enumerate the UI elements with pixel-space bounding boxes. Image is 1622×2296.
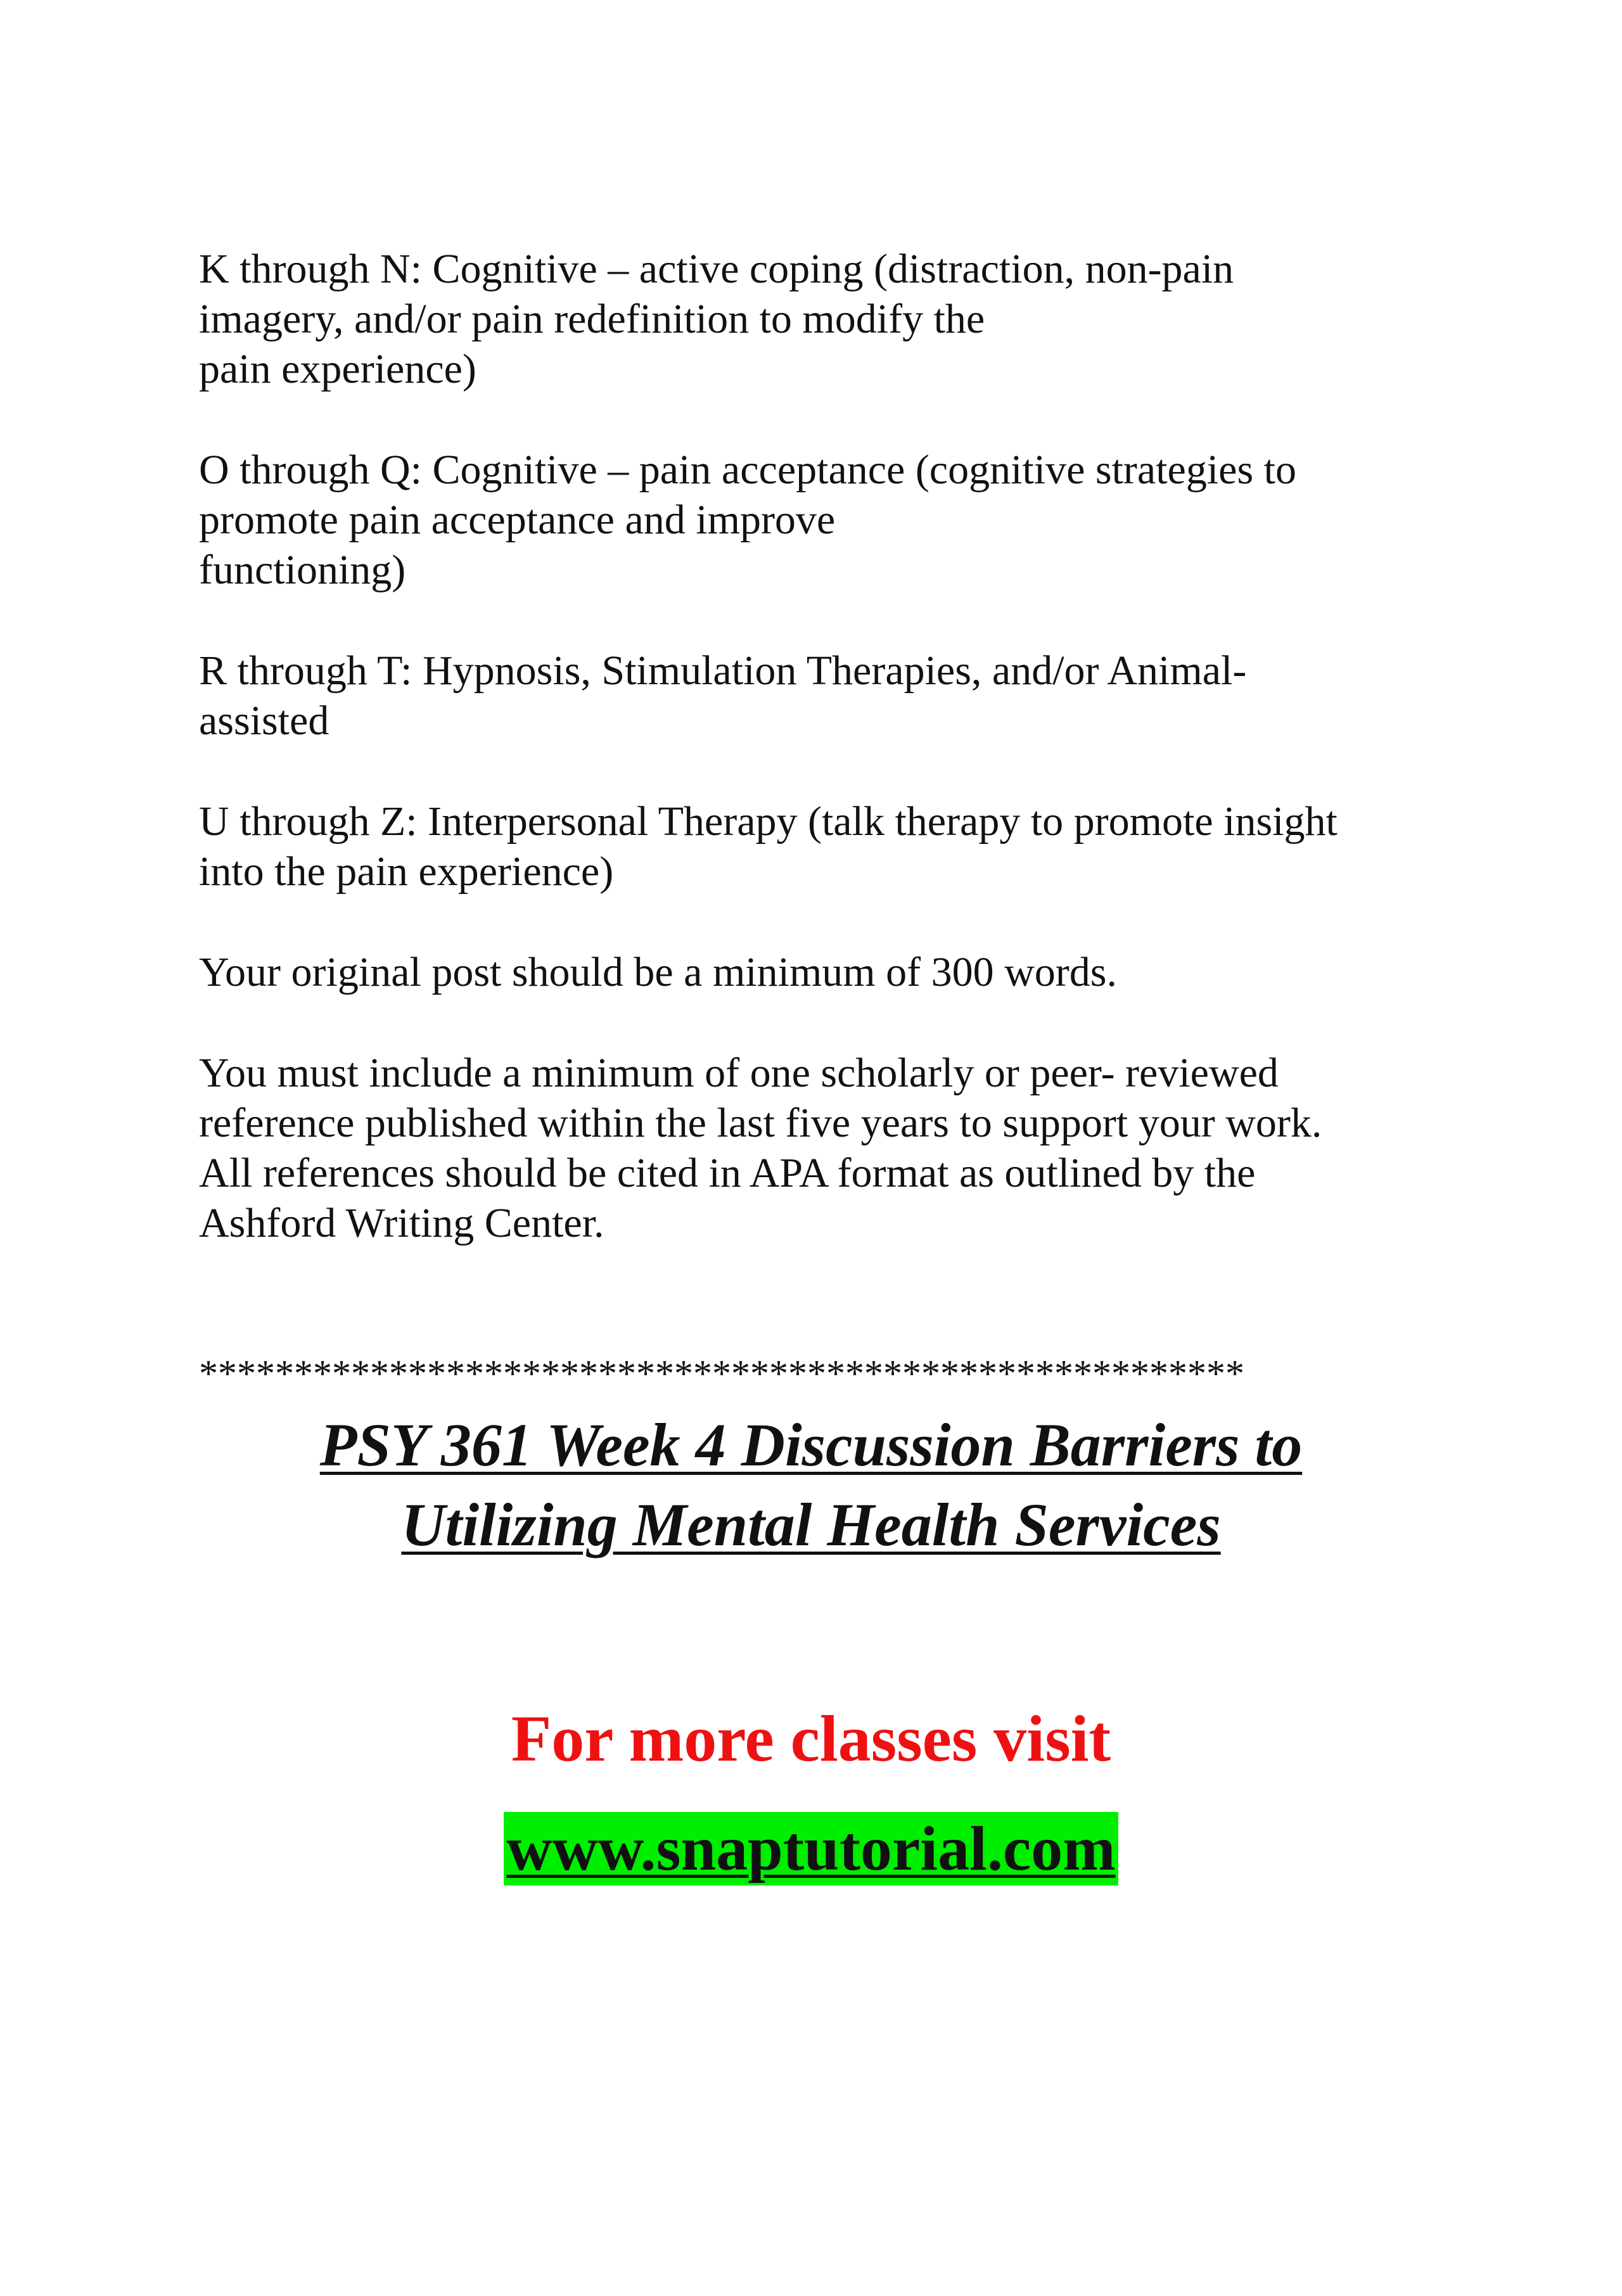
text-line: O through Q: Cognitive – pain acceptance (cognitive strategies to — [199, 447, 1296, 493]
text-line: K through N: Cognitive – active coping (distraction, non-pain — [199, 246, 1234, 292]
paragraph-references — [199, 1048, 1466, 1248]
promo-text: For more classes visit — [511, 1702, 1111, 1775]
heading-line-2-text: Utilizing Mental Health Services — [401, 1491, 1221, 1559]
heading-line — [0, 1405, 1622, 1485]
text-line: Ashford Writing Center. — [199, 1200, 604, 1246]
text-line: imagery, and/or pain redefinition to modify the — [199, 296, 985, 342]
text-line: reference published within the last five years to support your work. — [199, 1100, 1322, 1146]
text-line: All references should be cited in APA format as outlined by the — [199, 1150, 1256, 1196]
body-text — [199, 244, 1466, 1299]
text-line: promote pain acceptance and improve — [199, 497, 836, 543]
paragraph-o-through-q — [199, 445, 1466, 595]
paragraph-u-through-z — [199, 796, 1466, 896]
section-heading — [0, 1405, 1622, 1565]
paragraph-word-minimum — [199, 947, 1466, 997]
text-line: U through Z: Interpersonal Therapy (talk therapy to promote insight — [199, 798, 1338, 845]
promo-link-wrapper — [0, 1812, 1622, 1885]
text-line: pain experience) — [199, 346, 476, 392]
text-line: into the pain experience) — [199, 848, 614, 895]
text-line: You must include a minimum of one scholarly or peer- reviewed — [199, 1050, 1279, 1096]
text-line: Your original post should be a minimum of 300 words. — [199, 949, 1117, 995]
text-line: assisted — [199, 698, 329, 744]
website-link[interactable]: www.snaptutorial.com — [504, 1812, 1118, 1885]
heading-line-1-text: PSY 361 Week 4 Discussion Barriers to — [319, 1411, 1303, 1479]
paragraph-k-through-n — [199, 244, 1466, 394]
paragraph-r-through-t — [199, 646, 1466, 746]
asterisk-separator: ******************************************************* — [199, 1353, 1244, 1394]
text-line: functioning) — [199, 547, 406, 593]
heading-line — [0, 1485, 1622, 1565]
text-line: R through T: Hypnosis, Stimulation Therapies, and/or Animal- — [199, 647, 1247, 694]
